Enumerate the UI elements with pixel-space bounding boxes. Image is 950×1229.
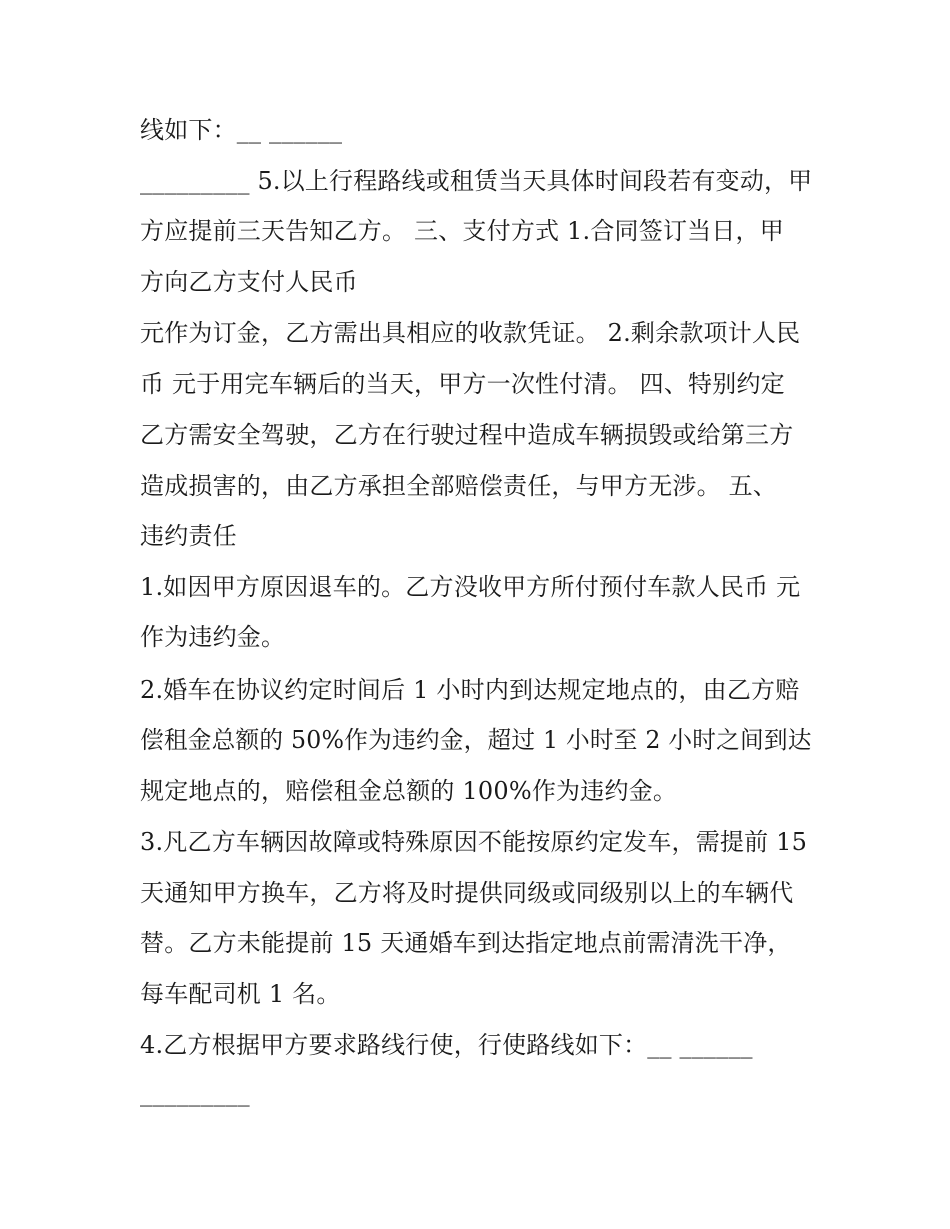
- text-line: 天通知甲方换车，乙方将及时提供同级或同级别以上的车辆代: [140, 879, 794, 907]
- text-line: 4.乙方根据甲方要求路线行使，行使路线如下：__ ______: [140, 1031, 753, 1059]
- text-line: _________: [140, 1079, 250, 1107]
- text-line: 偿租金总额的 50%作为违约金，超过 1 小时至 2 小时之间到达: [140, 726, 812, 754]
- text-line: 乙方需安全驾驶，乙方在行驶过程中造成车辆损毁或给第三方: [140, 421, 794, 449]
- text-line: 3.凡乙方车辆因故障或特殊原因不能按原约定发车，需提前 15: [140, 828, 808, 856]
- text-line: _________ 5.以上行程路线或租赁当天具体时间段若有变动，甲: [140, 167, 813, 195]
- text-line: 每车配司机 1 名。: [140, 980, 341, 1008]
- text-line: 元作为订金，乙方需出具相应的收款凭证。 2.剩余款项计人民: [140, 319, 801, 347]
- text-line: 造成损害的，由乙方承担全部赔偿责任，与甲方无涉。 五、: [140, 472, 778, 500]
- text-line: 方向乙方支付人民币: [140, 268, 358, 296]
- text-line: 方应提前三天告知乙方。 三、支付方式 1.合同签订当日，甲: [140, 217, 784, 245]
- text-line: 规定地点的，赔偿租金总额的 100%作为违约金。: [140, 777, 678, 805]
- text-line: 替。乙方未能提前 15 天通婚车到达指定地点前需清洗干净，: [140, 929, 792, 957]
- text-line: 1.如因甲方原因退车的。乙方没收甲方所付预付车款人民币 元: [140, 573, 801, 601]
- text-line: 2.婚车在协议约定时间后 1 小时内到达规定地点的，由乙方赔: [140, 676, 800, 704]
- text-line: 币 元于用完车辆后的当天，甲方一次性付清。 四、特别约定: [140, 370, 785, 398]
- text-line: 线如下：__ ______: [140, 116, 343, 144]
- text-line: 作为违约金。: [140, 623, 286, 651]
- text-line: 违约责任: [140, 522, 237, 550]
